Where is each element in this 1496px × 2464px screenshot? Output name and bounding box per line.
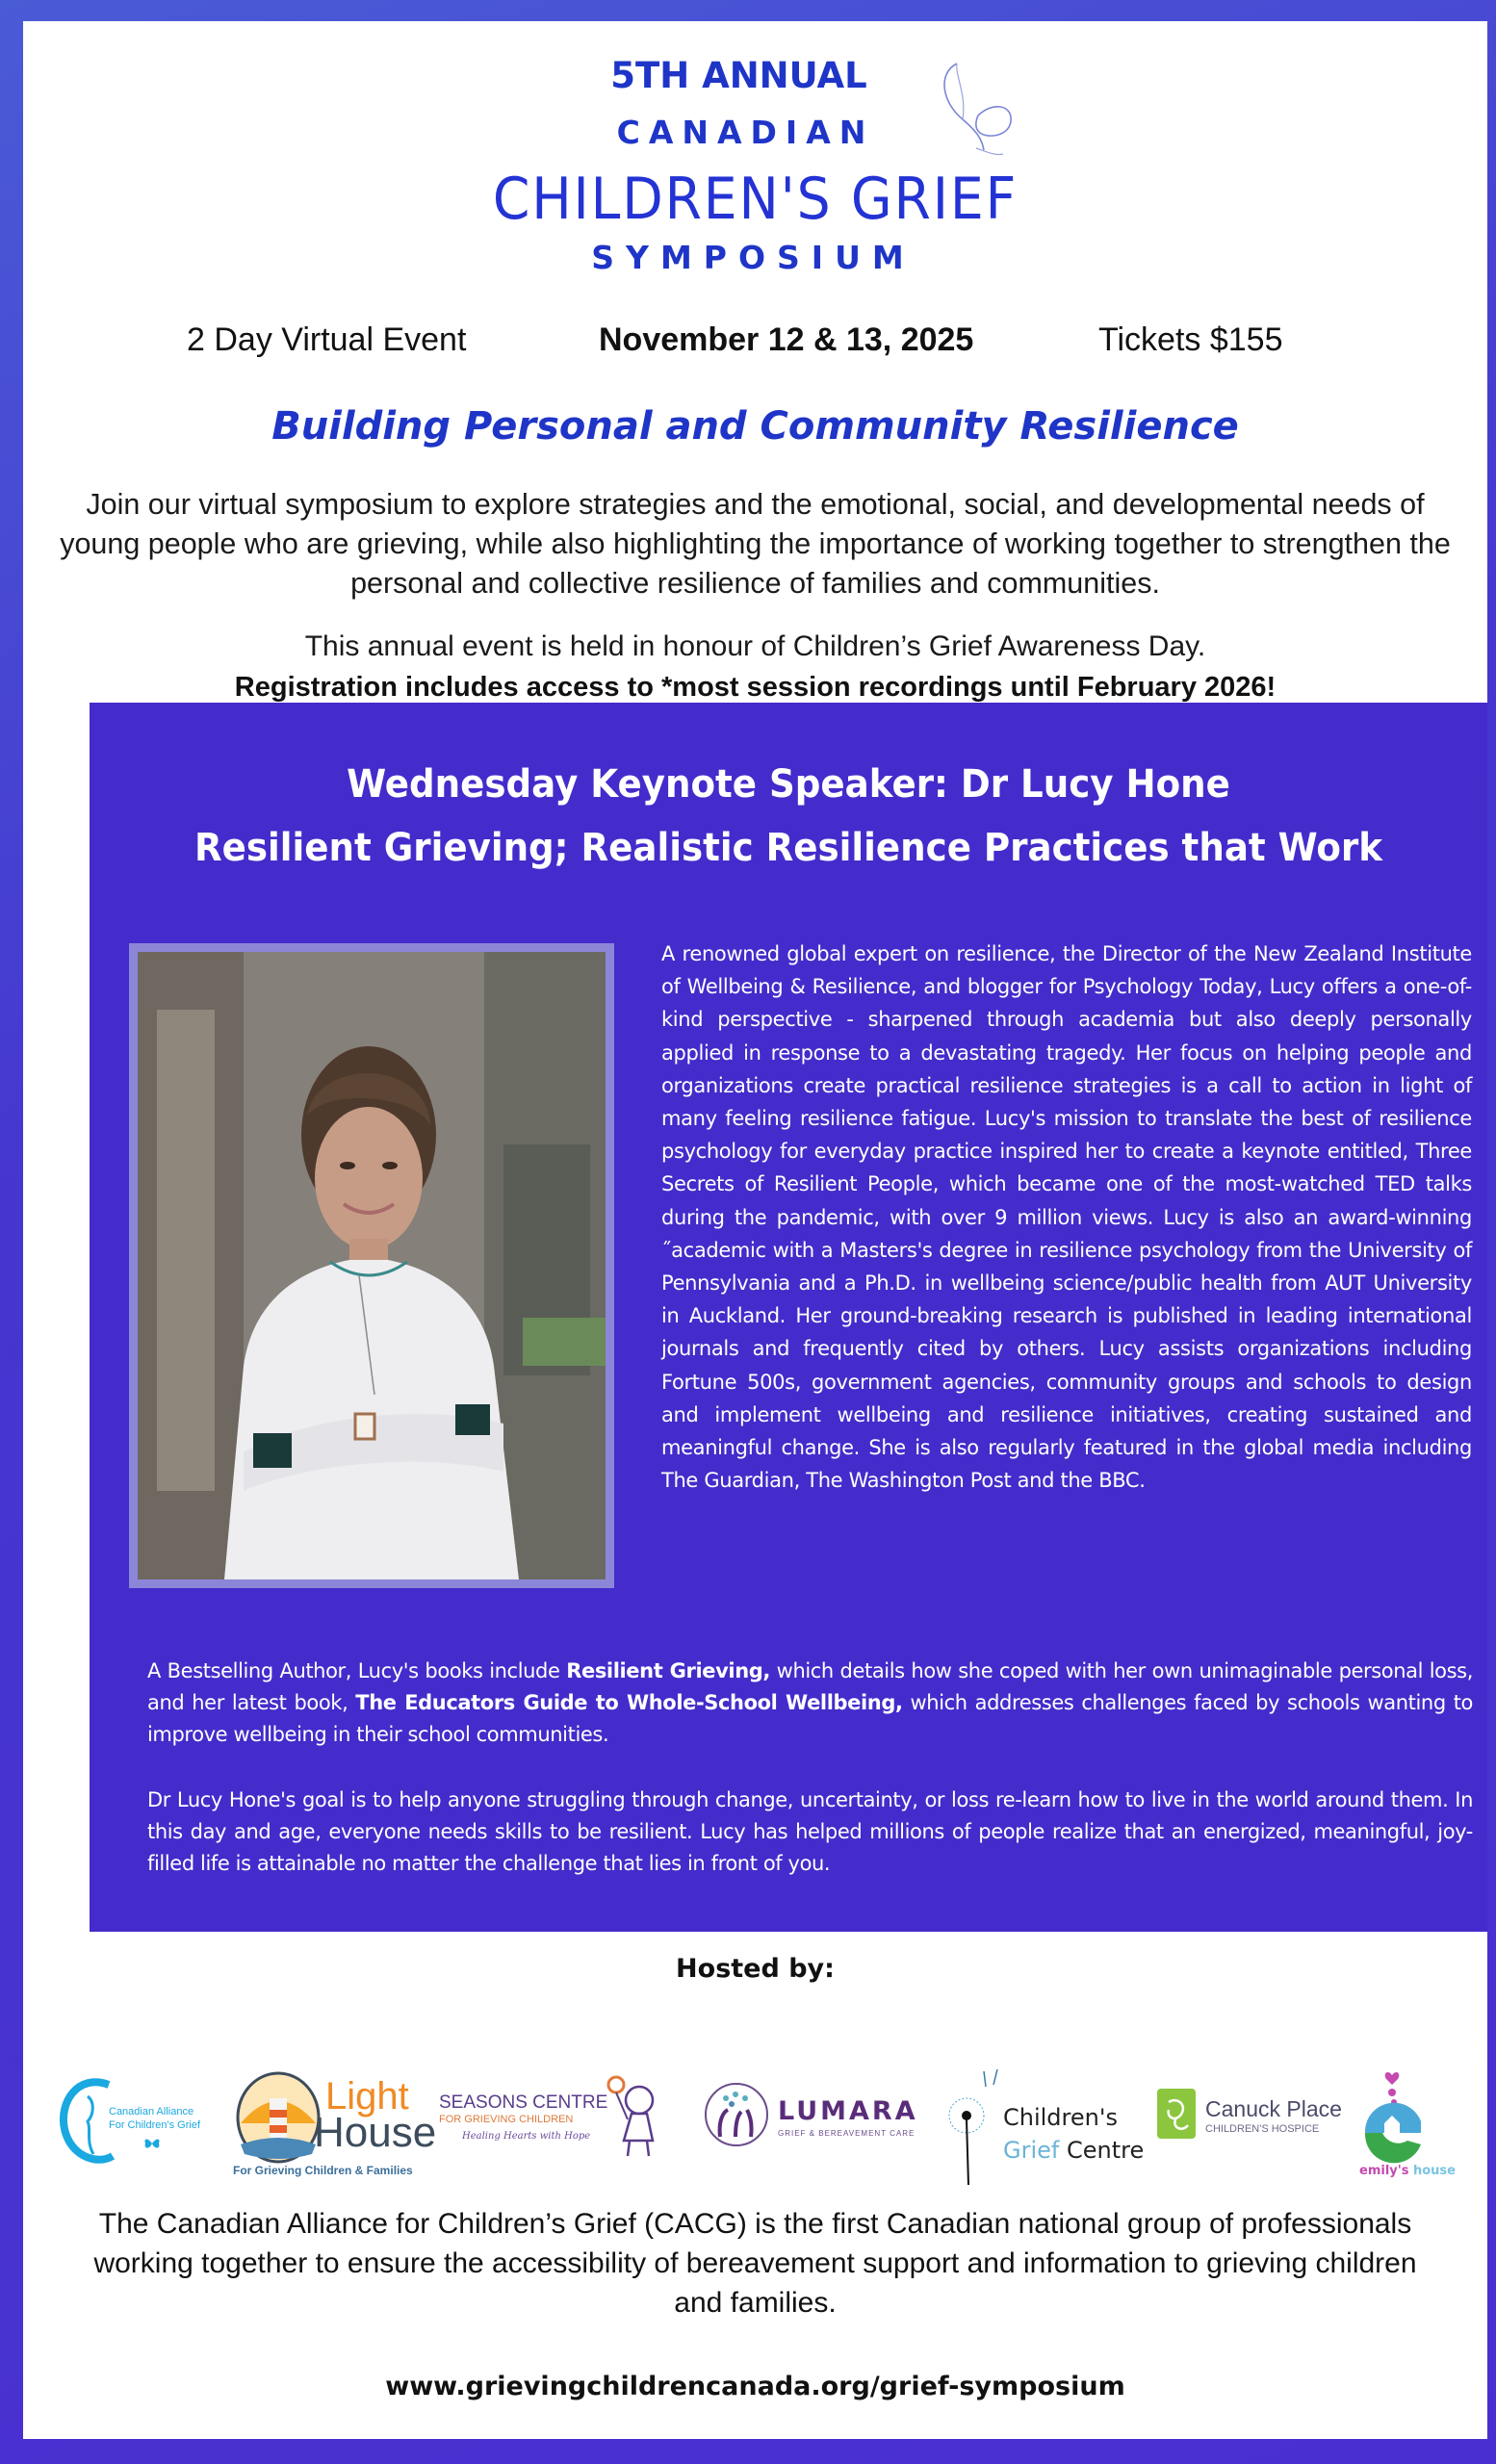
host-logo-cacg[interactable] — [59, 2073, 203, 2169]
books-paragraph — [147, 1656, 1473, 1751]
canuck-place-icon — [1157, 2089, 1196, 2139]
hosted-by-label: Hosted by: — [676, 1954, 835, 1984]
event-format: 2 Day Virtual Event — [187, 321, 467, 358]
emily-word: emily's — [1359, 2164, 1409, 2178]
host-logos — [23, 2054, 1487, 2189]
keynote-session-title: Resilient Grieving; Realistic Resilience Practices that Work — [193, 826, 1383, 870]
books-text-1: A Bestselling Author, Lucy's books include — [147, 1659, 567, 1682]
honour-note: This annual event is held in honour of Children’s Grief Awareness Day. — [304, 630, 1206, 662]
lighthouse-light: Light — [325, 2075, 409, 2118]
logo-symposium-text: SYMPOSIUM — [591, 239, 916, 276]
books-text-2: which details how she coped with her own unimaginable personal loss, and her latest book, — [147, 1659, 1473, 1714]
keynote-title — [139, 753, 1438, 880]
cgc-line2 — [1003, 2137, 1144, 2164]
canuck-name: Canuck Place — [1205, 2096, 1342, 2121]
logo-canadian — [23, 114, 1487, 151]
butterfly-icon — [928, 56, 1019, 162]
speaker-photo — [138, 952, 606, 1579]
book-title-resilient-grieving: Resilient Grieving, — [566, 1659, 770, 1682]
host-logo-childrens-grief-centre[interactable] — [945, 2062, 1145, 2187]
logo-symposium — [23, 239, 1487, 276]
event-dates: November 12 & 13, 2025 — [599, 321, 974, 358]
symposium-logo — [23, 21, 1487, 281]
keynote-speaker-line: Wednesday Keynote Speaker: Dr Lucy Hone — [347, 762, 1230, 807]
keynote-panel — [90, 703, 1487, 1932]
theme-heading: Building Personal and Community Resilience — [271, 404, 1239, 449]
book-title-educators-guide: The Educators Guide to Whole-School Wellbeing, — [355, 1691, 903, 1714]
website-link[interactable]: www.grievingchildrencanada.org/grief-symposium — [385, 2372, 1125, 2401]
dandelion-icon — [945, 2062, 1003, 2187]
lumara-name: LUMARA — [778, 2096, 918, 2126]
cacg-c-icon — [59, 2073, 116, 2169]
logo-annual-text: 5TH ANNUAL — [610, 55, 867, 96]
cgc-centre-word: Centre — [1059, 2137, 1145, 2164]
lighthouse-house: House — [314, 2109, 437, 2156]
house-word: house — [1408, 2164, 1456, 2178]
logo-annual — [23, 55, 1487, 96]
emily-name — [1359, 2164, 1456, 2178]
registration-note: Registration includes access to *most session recordings until February 2026! — [234, 672, 1277, 703]
lighthouse-subtitle: For Grieving Children & Families — [233, 2164, 413, 2177]
host-logo-lighthouse[interactable] — [229, 2064, 437, 2179]
ticket-price: Tickets $155 — [1098, 321, 1283, 358]
speaker-photo-frame — [129, 943, 614, 1588]
cgc-line1: Children's — [1003, 2104, 1118, 2131]
lighthouse-icon — [235, 2069, 322, 2166]
host-logo-emilys-house[interactable] — [1344, 2069, 1456, 2194]
speaker-bio: A renowned global expert on resilience, the Director of the New Zealand Institute of Wellbeing & Resilience, and blogger for Psychology Today, Lucy offers a one-of-kind perspective - sharpened through academia but also deeply personally applied in response to a devastating tragedy. Her focus on helping people and organizations create practical resilience strategies is a call to action in light of many feeling resilience fatigue. Lucy's mission to translate the best of resilience psychology for everyday practice inspired her to create a keynote entitled, Three Secrets of Resilient People, which became one of the most-watched TED talks during the pandemic, with over 9 million views. Lucy is also an award-winning ˝academic with a Masters's degree in resilience psychology from the University of Pennsylvania and a Ph.D. in wellbeing science/public health from AUT University in Auckland. Her ground-breaking research is published in leading international journals and frequently cited by others. Lucy assists organizations including Fortune 500s, government agencies, community groups and schools to design and implement wellbeing and resilience initiatives, creating sustained and meaningful change. She is also regularly featured in the global media including The Guardian, The Washington Post and the BBC. — [661, 942, 1472, 1493]
seasons-title: SEASONS CENTRE — [439, 2092, 608, 2113]
event-info — [23, 321, 1487, 360]
child-with-flower-icon — [605, 2073, 662, 2160]
canuck-subtitle: CHILDREN'S HOSPICE — [1205, 2123, 1320, 2135]
lumara-subtitle: GRIEF & BEREAVEMENT CARE — [778, 2129, 916, 2138]
butterfly-icon — [143, 2137, 161, 2150]
seasons-tagline: Healing Hearts with Hope — [462, 2131, 591, 2142]
emilys-house-icon — [1357, 2069, 1434, 2164]
seasons-subtitle: FOR GRIEVING CHILDREN — [439, 2114, 574, 2125]
books-text-3: which addresses challenges faced by schools wanting to improve wellbeing in their school communities. — [147, 1691, 1473, 1746]
goal-paragraph: Dr Lucy Hone's goal is to help anyone struggling through change, uncertainty, or loss re-learn how to live in the world around them. In this day and age, everyone needs skills to be resilient. Lucy has helped millions of people realize that an energized, meaningful, joy-filled life is attainable no matter the challenge that lies in front of you. — [147, 1788, 1473, 1875]
cacg-name — [109, 2105, 200, 2132]
cacg-line2: For Children's Grief — [109, 2119, 201, 2131]
flyer-page — [23, 21, 1487, 2439]
lumara-circle-icon — [703, 2081, 770, 2148]
host-logo-canuck-place[interactable] — [1157, 2083, 1350, 2160]
logo-canadian-text: CANADIAN — [616, 114, 875, 151]
logo-childrens-grief: CHILDREN'S GRIEF — [492, 166, 1019, 233]
cacg-line1: Canadian Alliance — [109, 2106, 194, 2118]
intro-paragraph: Join our virtual symposium to explore strategies and the emotional, social, and developmental needs of young people who are grieving, while also highlighting the importance of working together to strengthen the personal and collective resilience of families and communities. — [60, 488, 1451, 600]
speaker-photo-illustration — [138, 952, 606, 1579]
cgc-grief-word: Grief — [1003, 2137, 1060, 2164]
host-logo-lumara[interactable] — [703, 2075, 924, 2162]
host-logo-seasons-centre[interactable] — [439, 2073, 670, 2169]
cacg-about: The Canadian Alliance for Children’s Grief (CACG) is the first Canadian national group of professionals working together to ensure the accessibility of bereavement support and information to grieving children and families. — [93, 2208, 1417, 2319]
